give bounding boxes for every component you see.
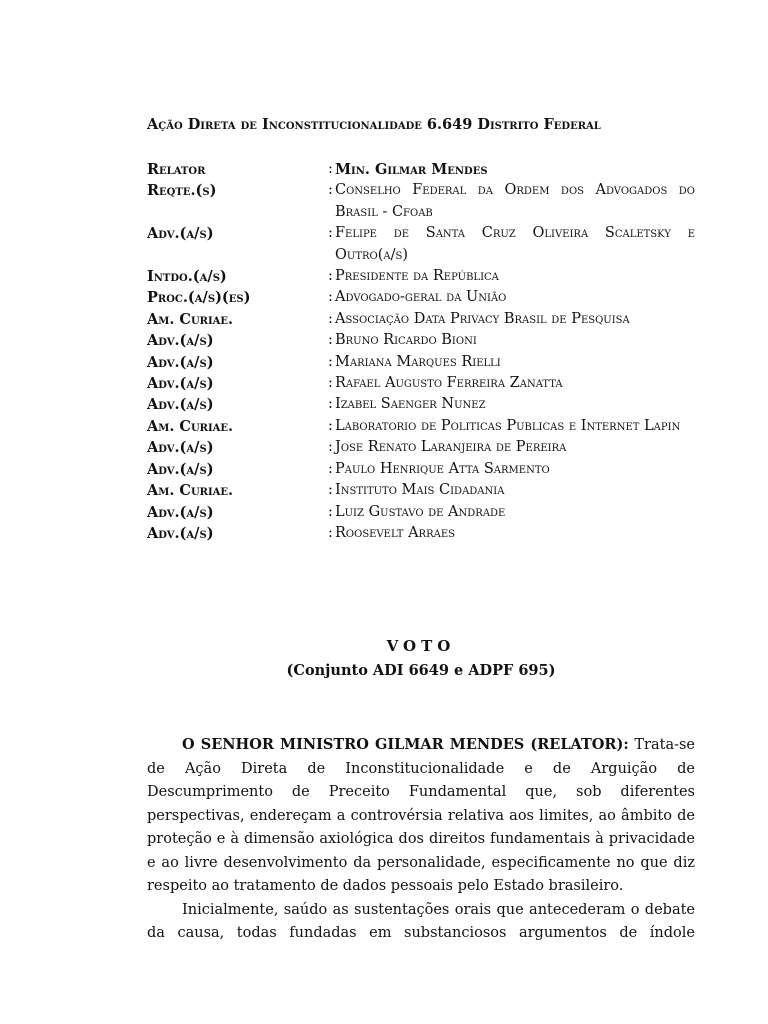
party-value: Conselho Federal da Ordem dos Advogados do Brasil - Cfoab [335,182,695,220]
party-separator: : [328,503,333,520]
party-value: Advogado-geral da União [335,289,507,306]
party-label: Adv.(a/s) [147,503,214,521]
party-label: Adv.(a/s) [147,375,214,393]
party-label: Adv.(a/s) [147,332,214,350]
party-label: Adv.(a/s) [147,524,214,542]
party-separator: : [328,268,333,285]
party-label: Adv.(a/s) [147,396,214,414]
speaker-label: O SENHOR MINISTRO GILMAR MENDES (RELATOR): [182,736,629,753]
party-row [147,266,695,287]
party-separator: : [328,460,333,477]
party-row [147,159,695,180]
party-label: Am. Curiae. [147,482,234,500]
party-row [147,180,695,223]
party-label: Proc.(a/s)(es) [147,289,251,307]
party-separator: : [328,332,333,349]
party-separator: : [328,182,333,199]
party-separator: : [328,375,333,392]
party-separator: : [328,353,333,370]
party-value: Presidente da República [335,268,499,285]
party-value: Rafael Augusto Ferreira Zanatta [335,375,563,392]
party-label: Adv.(a/s) [147,225,214,243]
party-separator: : [328,310,333,327]
party-row [147,373,695,394]
party-row [147,330,695,351]
party-value: Roosevelt Arraes [335,524,455,541]
party-separator: : [328,482,333,499]
party-value: Bruno Ricardo Bioni [335,332,477,349]
party-row [147,459,695,480]
parties-list [147,159,695,544]
party-row [147,352,695,373]
party-value: Laboratorio de Politicas Publicas e Internet Lapin [335,417,681,434]
party-row [147,309,695,330]
party-row [147,394,695,415]
party-label: Relator [147,161,206,178]
party-separator: : [328,439,333,456]
voto-subheading: (Conjunto ADI 6649 e ADPF 695) [286,662,556,679]
party-label: Am. Curiae. [147,417,234,435]
document-title: Ação Direta de Inconstitucionalidade 6.649 Distrito Federal [147,116,601,133]
paragraph-text: Trata-se de Ação Direta de Inconstitucionalidade e de Arguição de Descumprimento de Preceito Fundamental que, sob diferentes perspectivas, endereçam a controvérsia relativa aos limites, ao âmbito de proteção e à dimensão axiológica dos direitos fundamentais à privacidade e ao livre desenvolvimento da personalidade, especificamente no que diz respeito ao tratamento de dados pessoais pelo Estado brasileiro. [147,737,696,894]
party-label: Adv.(a/s) [147,353,214,371]
paragraph-1 [147,733,695,899]
voto-heading: VOTO [386,637,456,655]
party-label: Reqte.(s) [147,182,217,200]
party-label: Adv.(a/s) [147,439,214,457]
party-label: Am. Curiae. [147,310,234,328]
party-separator: : [328,396,333,413]
party-label: Adv.(a/s) [147,460,214,478]
party-value: Mariana Marques Rielli [335,353,501,370]
party-separator: : [328,161,333,177]
party-value: Associação Data Privacy Brasil de Pesquisa [335,310,630,327]
party-row [147,437,695,458]
party-value: Jose Renato Laranjeira de Pereira [335,439,567,456]
party-row [147,287,695,308]
paragraph-2: Inicialmente, saúdo as sustentações orais que antecederam o debate da causa, todas fundadas em substanciosos argumentos de índole [147,901,695,941]
party-row [147,416,695,437]
party-value: Luiz Gustavo de Andrade [335,503,506,520]
party-row [147,502,695,523]
party-row [147,223,695,266]
party-value: Paulo Henrique Atta Sarmento [335,460,550,477]
party-label: Intdo.(a/s) [147,268,227,286]
party-row [147,480,695,501]
party-value: Izabel Saenger Nunez [335,396,486,413]
vote-body [147,733,695,946]
party-row [147,523,695,544]
party-separator: : [328,417,333,434]
party-value: Min. Gilmar Mendes [335,161,488,178]
party-separator: : [328,289,333,306]
party-value: Felipe de Santa Cruz Oliveira Scaletsky e Outro(a/s) [335,225,695,263]
party-separator: : [328,225,333,242]
party-separator: : [328,524,333,541]
party-value: Instituto Mais Cidadania [335,482,505,499]
